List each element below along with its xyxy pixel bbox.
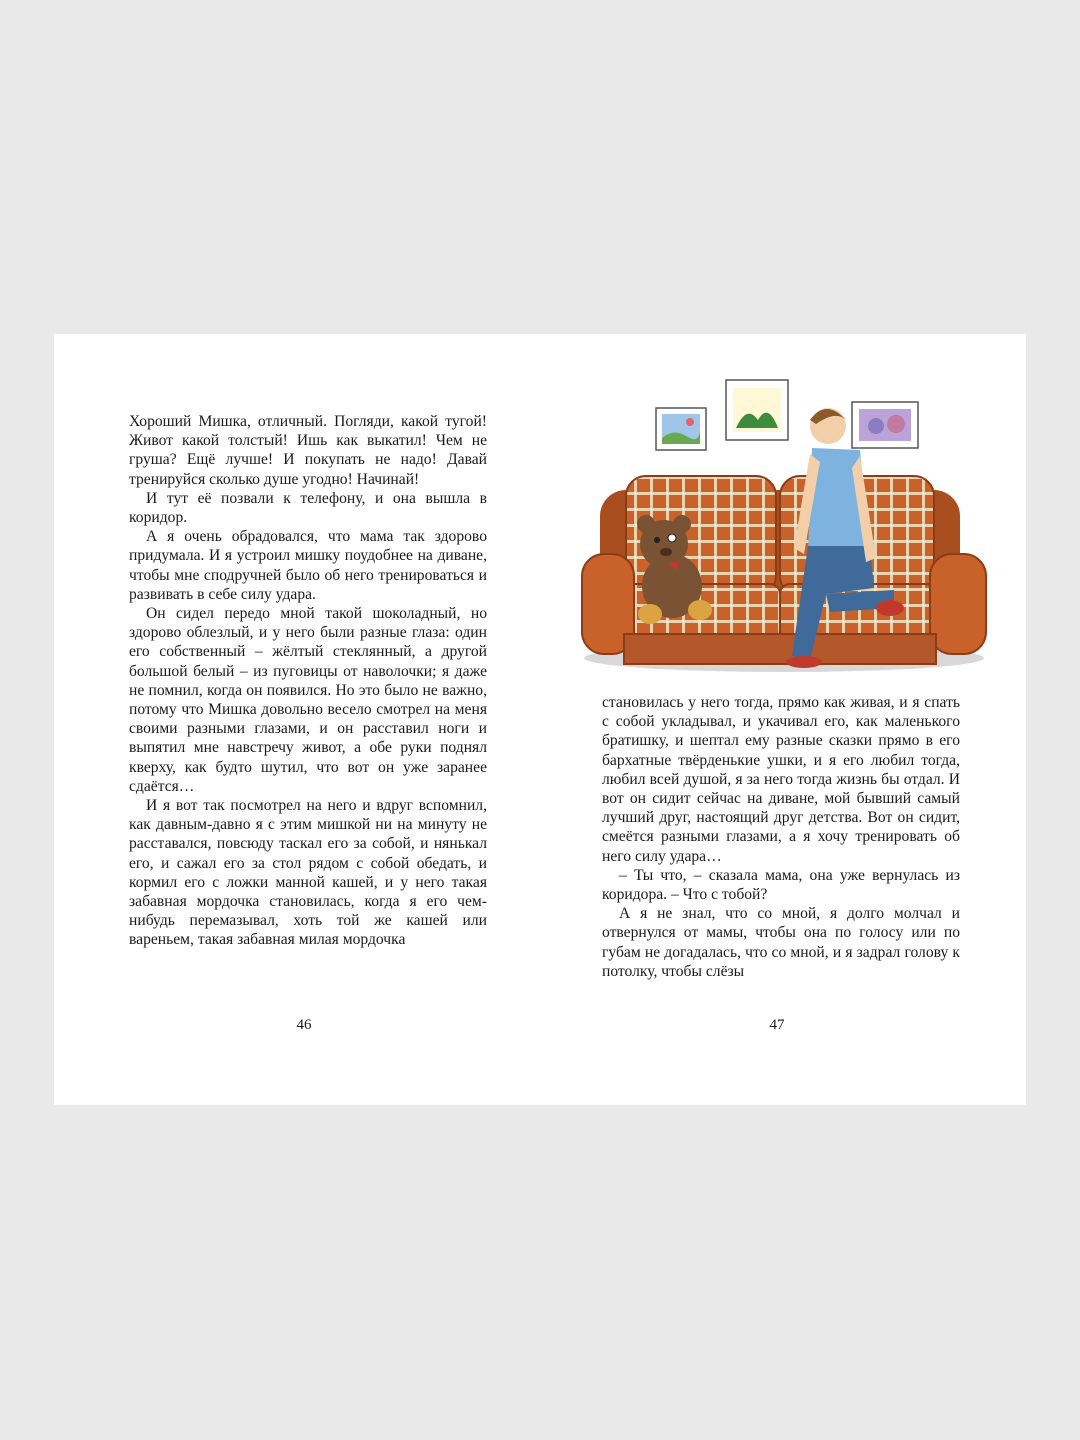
paragraph: А я не знал, что со мной, я долго молчал и отвернулся от мамы, чтобы она по голосу или по губам не догадалась, что со мной, и я задрал голову к потолку, чтобы слёзы [602, 905, 960, 980]
paragraph: А я очень обрадовался, что мама так здорово придумала. И я устроил мишку поудобнее на диване, чтобы мне сподручней было об него тренироваться и развивать в себе силу удара. [129, 528, 487, 603]
wall-picture-right [852, 402, 918, 448]
wall-picture-left [656, 408, 706, 450]
paragraph: становилась у него тогда, прямо как живая, и я спать с собой укладывал, и укачивал его, как маленького братишку, и шептал ему разные сказки прямо в его бархатные твёрденькие ушки, и я его любил тогда, любил всей душой, я за него тогда жизнь бы отдал. И вот он сидит сейчас на диване, мой бывший самый лучший друг, настоящий друг детства. Вот он сидит, смеётся разными глазами, а я хочу тренировать об него силу удара… [602, 694, 960, 865]
page-number-left: 46 [296, 1017, 312, 1033]
right-page-text [602, 693, 960, 981]
page-number-right: 47 [769, 1017, 785, 1033]
left-page-text [129, 412, 487, 950]
paragraph: Хороший Мишка, отличный. Погляди, какой тугой! Живот какой толстый! Ишь как выкатил! Чем не груша? Ещё лучше! И покупать не надо! Давай тренируйся сколько душе угодно! Начинай! [129, 413, 487, 488]
paragraph: – Ты что, – сказала мама, она уже вернулась из коридора. – Что с тобой? [602, 866, 960, 904]
sofa-illustration [564, 358, 1004, 678]
book-spread [54, 334, 1026, 1105]
paragraph: И тут её позвали к телефону, и она вышла в коридор. [129, 489, 487, 527]
paragraph: И я вот так посмотрел на него и вдруг вспомнил, как давным-давно я с этим мишкой ни на минуту не расставался, повсюду таскал его за собой, и нянькал его, и сажал его за стол рядом с собой обедать, и кормил его с ложки манной кашей, и у него такая забавная мордочка становилась, когда я его чем-нибудь перемазывал, хоть той же кашей или вареньем, такая забавная милая мордочка [129, 797, 487, 949]
wall-picture-center [726, 380, 788, 440]
paragraph: Он сидел передо мной такой шоколадный, но здорово облезлый, и у него были разные глаза: один его собственный – жёлтый стеклянный, а другой большой белый – из пуговицы от наволочки; я даже не помнил, когда он появился. Но это было не важно, потому что Мишка довольно весело смотрел на меня своими разными глазами, и он расставил ноги и выпятил мне навстречу живот, а обе руки поднял кверху, как будто шутил, что вот он уже заранее сдаётся… [129, 605, 487, 795]
sofa [582, 476, 986, 664]
